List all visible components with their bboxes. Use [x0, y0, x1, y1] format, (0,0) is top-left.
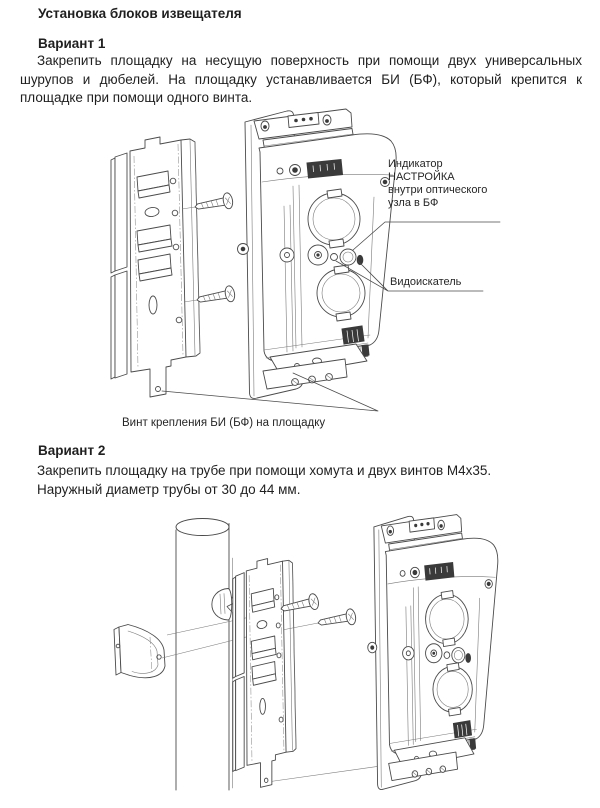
- variant2-paragraph-line1: Закрепить площадку на трубе при помощи хомута и двух винтов М4х35.: [37, 463, 492, 478]
- indicator-annotation-line: внутри оптического: [388, 184, 488, 196]
- variant1-figure: [111, 109, 500, 411]
- indicator-annotation-line: НАСТРОЙКА: [388, 171, 455, 183]
- indicator-annotation: [388, 158, 508, 210]
- variant1-heading: Вариант 1: [38, 36, 106, 51]
- variant2-paragraph-line2: Наружный диаметр трубы от 30 до 44 мм.: [37, 482, 301, 497]
- variant1-figure-caption: Винт крепления БИ (БФ) на площадку: [122, 417, 326, 429]
- variant2-heading: Вариант 2: [38, 443, 106, 458]
- indicator-annotation-line: узла в БФ: [388, 197, 439, 209]
- indicator-annotation-line: Индикатор: [388, 158, 443, 170]
- variant1-paragraph: Закрепить площадку на несущую поверхность при помощи двух универсальных шурупов и дюбелей. На площадку устанавливается БИ (БФ), который крепится к площадке при помощи одного винта.: [20, 53, 582, 105]
- page-title: Установка блоков извещателя: [38, 6, 242, 21]
- viewfinder-annotation: Видоискатель: [390, 276, 462, 288]
- variant2-figure: [114, 515, 498, 790]
